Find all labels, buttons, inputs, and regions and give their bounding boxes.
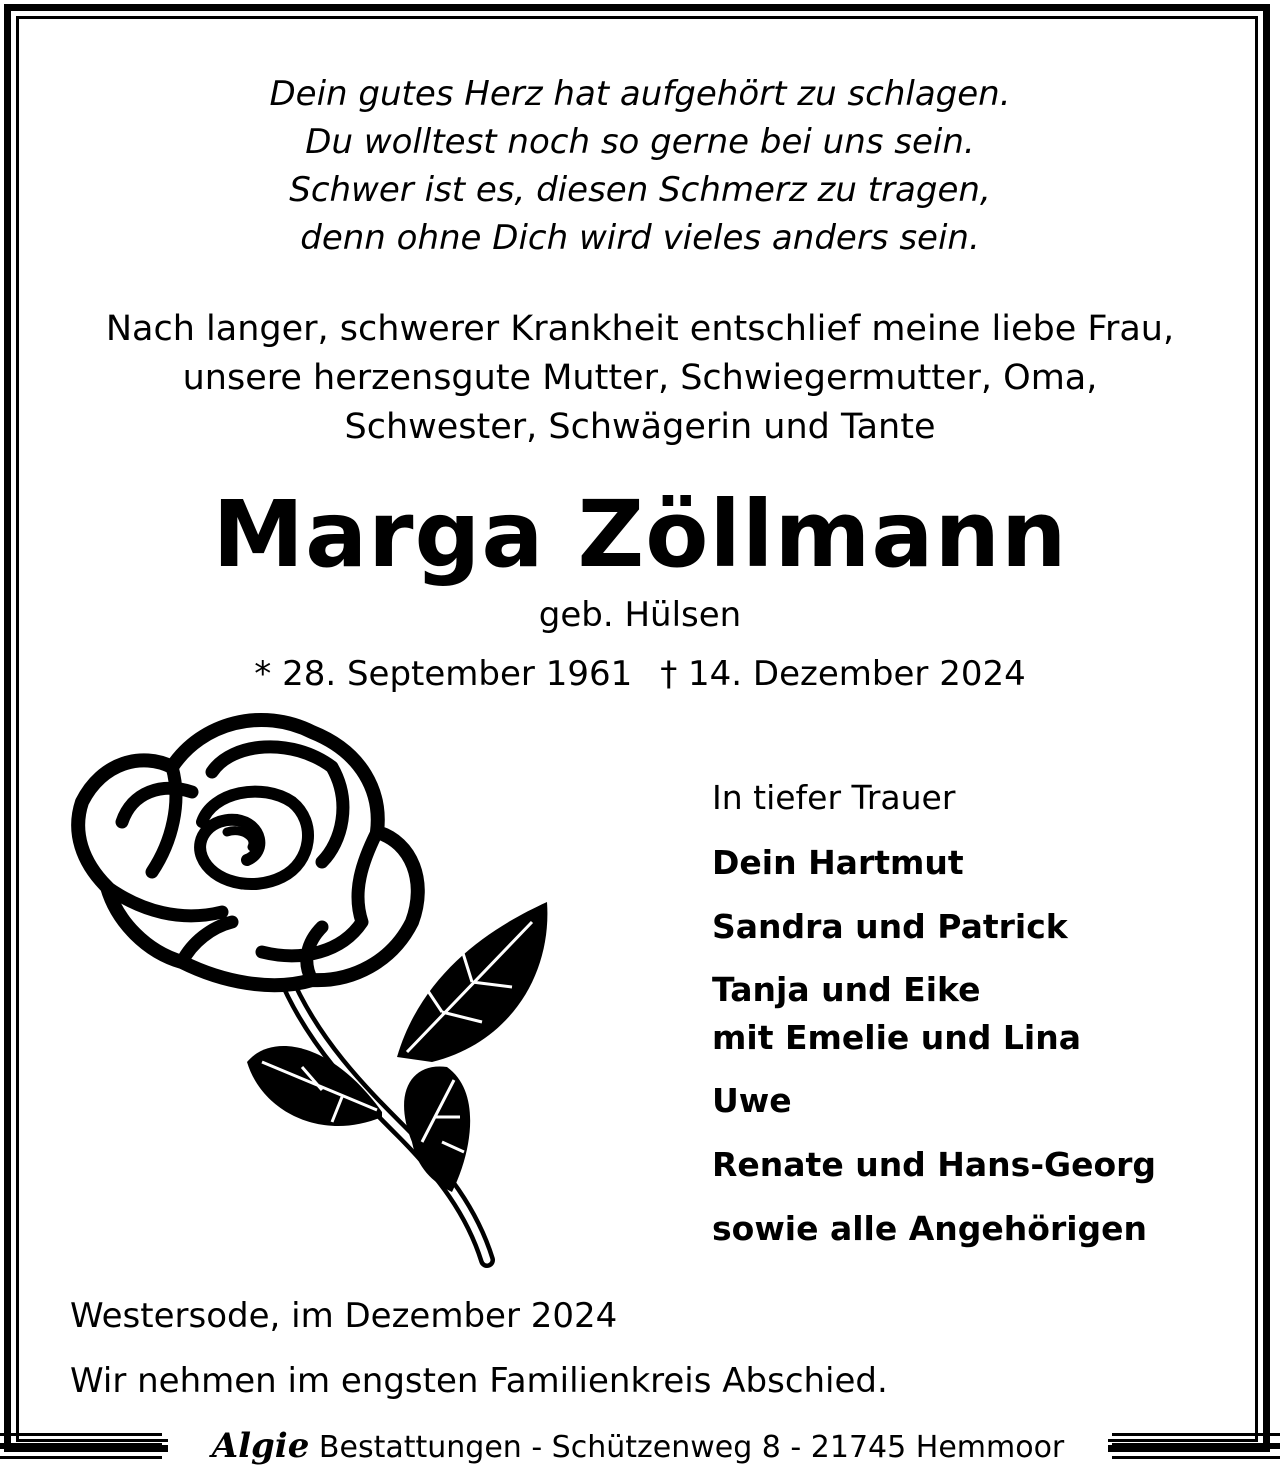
poem-line: Dein gutes Herz hat aufgehört zu schlagen. [269, 74, 1011, 114]
mourner-name: Dein Hartmut [712, 843, 964, 882]
intro-line: Schwester, Schwägerin und Tante [344, 407, 936, 447]
poem [0, 70, 1280, 262]
life-dates [0, 648, 1280, 700]
mourner-name: Sandra und Patrick [712, 907, 1068, 946]
death-date: † 14. Dezember 2024 [660, 654, 1026, 694]
maiden-name: geb. Hülsen [538, 595, 742, 635]
funeral-home-info [168, 1423, 1108, 1469]
birth-date: * 28. September 1961 [254, 654, 633, 694]
deceased-name: Marga Zöllmann [212, 481, 1068, 588]
intro-line: unsere herzensgute Mutter, Schwiegermutter, Oma, [182, 358, 1098, 398]
intro-line: Nach langer, schwerer Krankheit entschlief meine liebe Frau, [105, 309, 1175, 349]
mourner-name: Tanja und Eike [712, 970, 981, 1009]
poem-line: Schwer ist es, diesen Schmerz zu tragen, [289, 170, 991, 210]
funeral-home-logo: Algie [211, 1426, 310, 1466]
place-date: Westersode, im Dezember 2024 [70, 1296, 618, 1336]
mourner-name: Renate und Hans-Georg [712, 1145, 1157, 1184]
farewell-note: Wir nehmen im engsten Familienkreis Abschied. [70, 1361, 888, 1401]
poem-line: denn ohne Dich wird vieles anders sein. [300, 218, 980, 258]
footer-rule-left [0, 1433, 162, 1459]
mourners-lead: In tiefer Trauer [712, 778, 956, 817]
footer-rule-right [1112, 1433, 1280, 1459]
mourner-name: mit Emelie und Lina [712, 1018, 1081, 1057]
mourners-list [712, 772, 1252, 1254]
rose-icon [62, 712, 562, 1272]
funeral-home-footer [0, 1423, 1280, 1469]
funeral-home-address: Bestattungen - Schützenweg 8 - 21745 Hemmoor [318, 1430, 1065, 1465]
poem-line: Du wolltest noch so gerne bei uns sein. [305, 122, 975, 162]
mourner-name: Uwe [712, 1081, 792, 1120]
announcement-intro [0, 305, 1280, 452]
mourner-name: sowie alle Angehörigen [712, 1209, 1148, 1248]
